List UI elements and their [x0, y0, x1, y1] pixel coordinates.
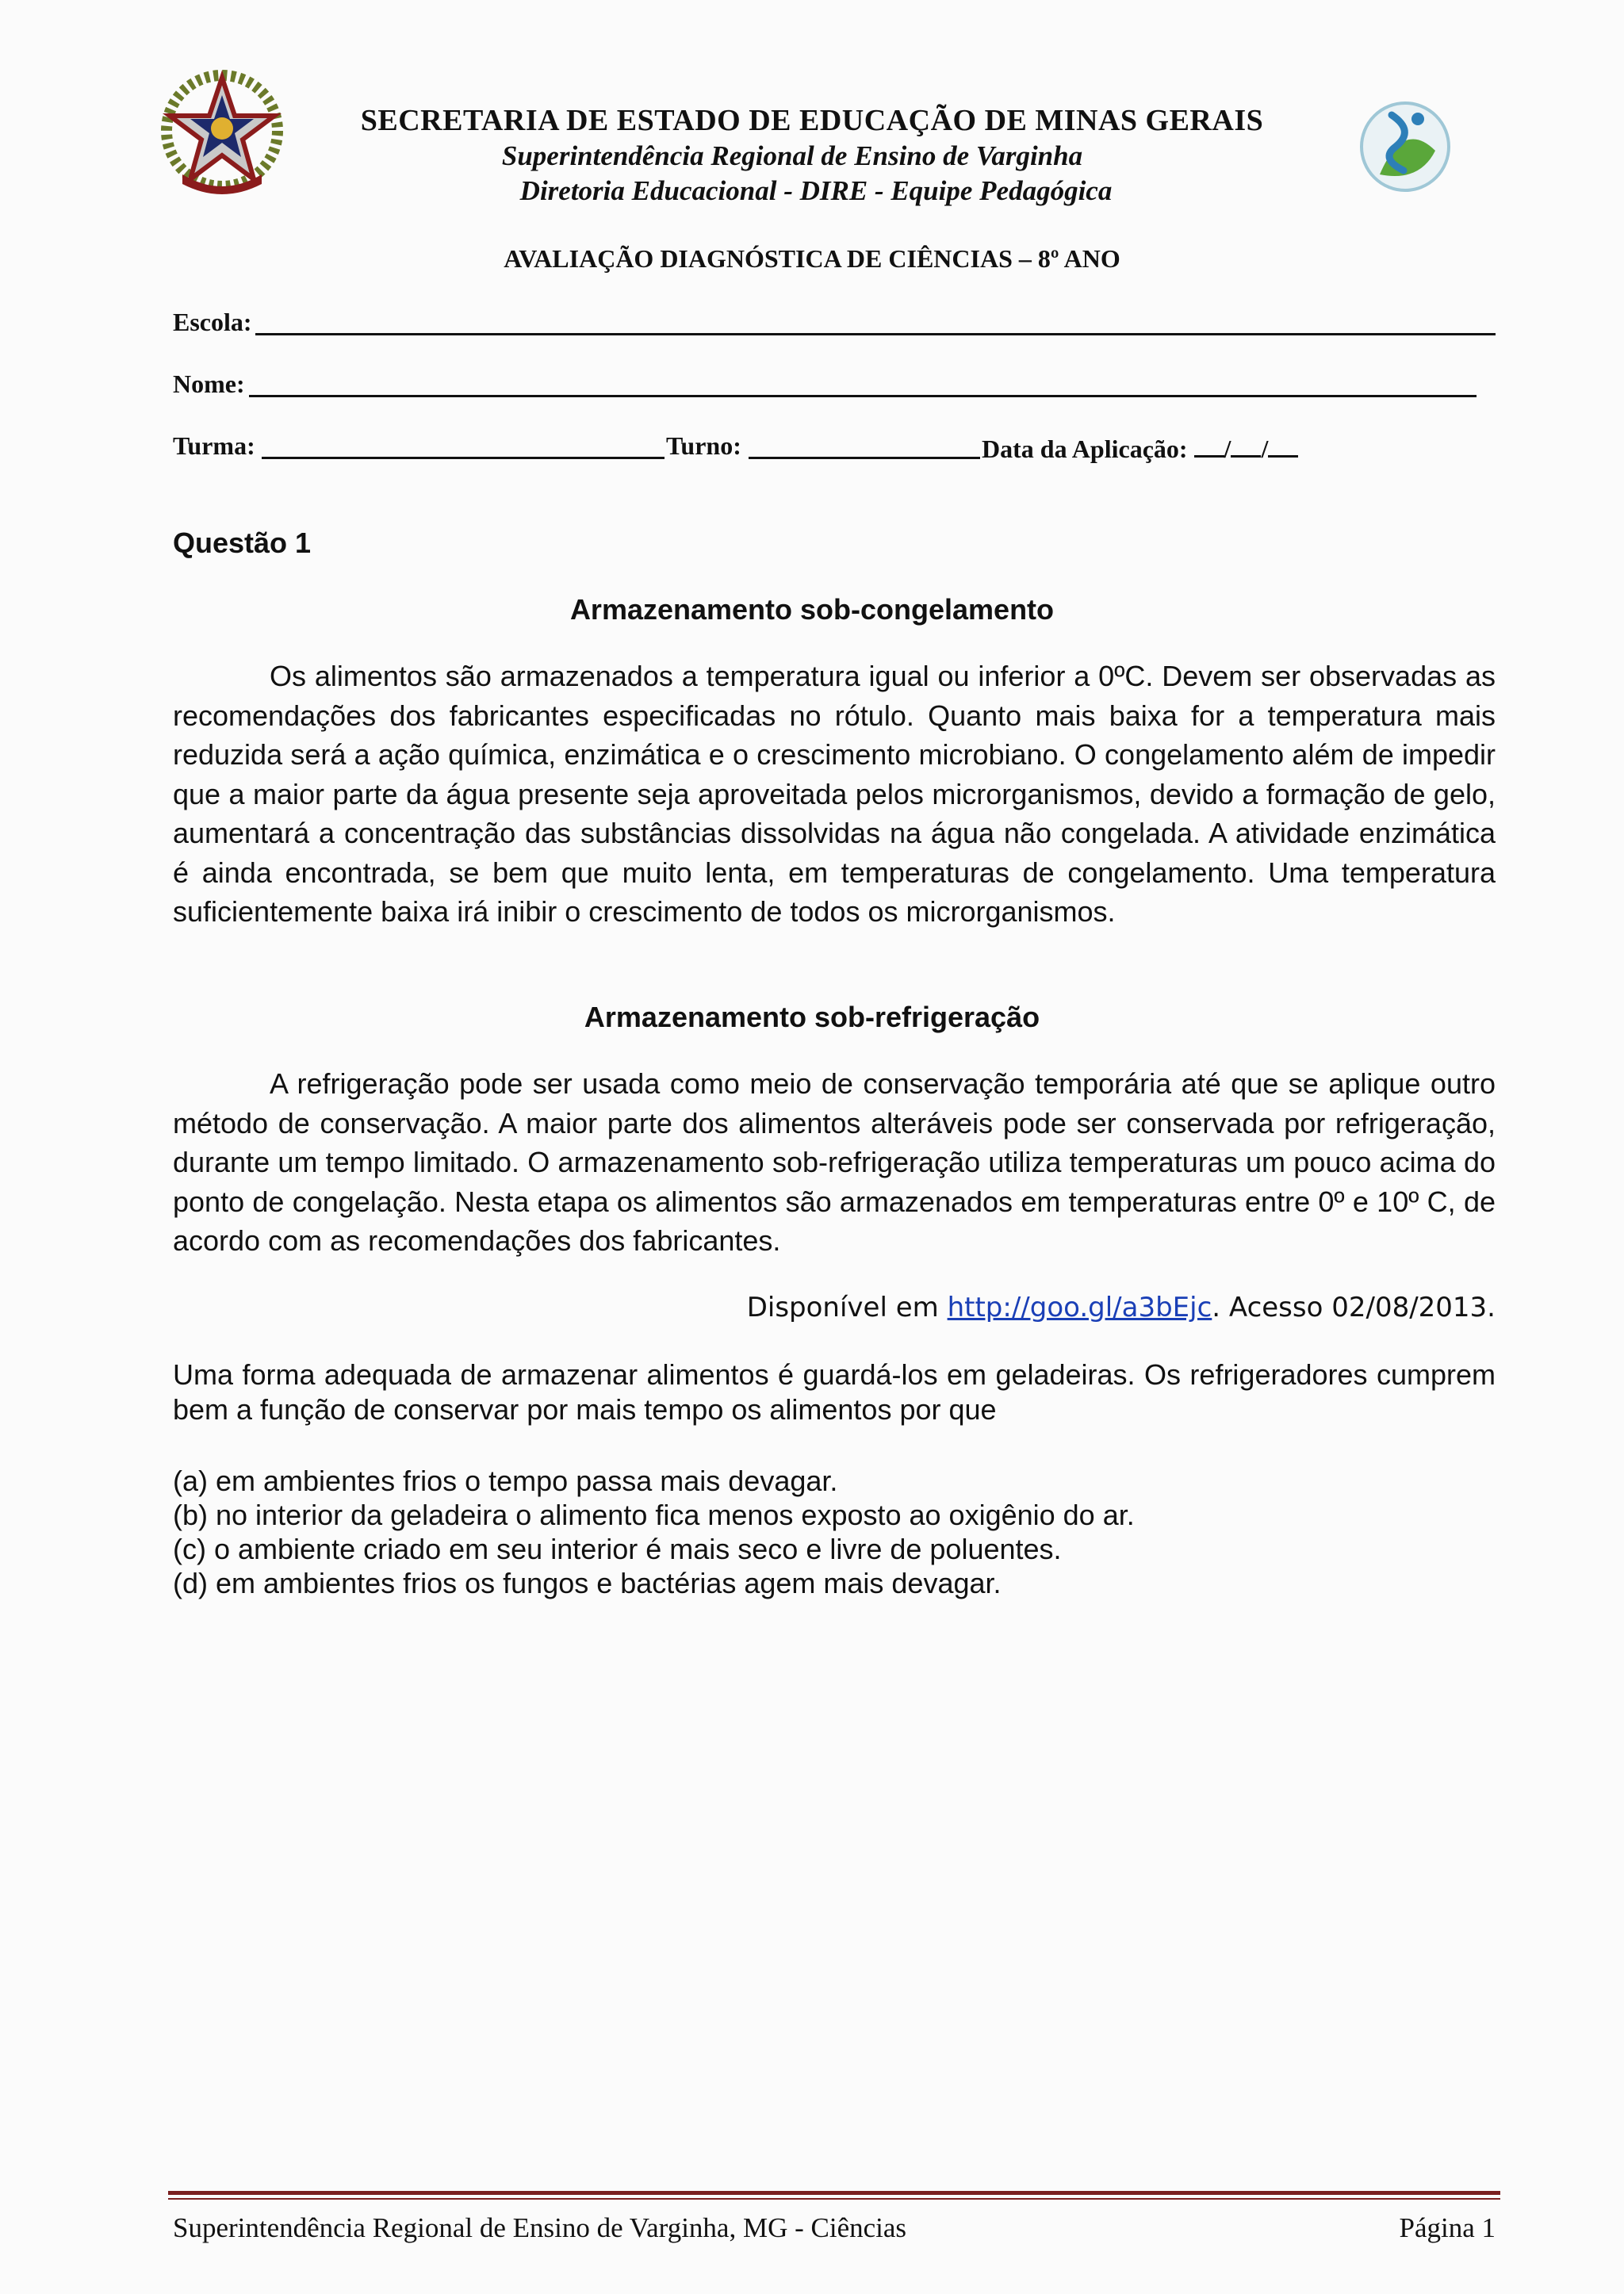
document-title: AVALIAÇÃO DIAGNÓSTICA DE CIÊNCIAS – 8º ANO	[504, 244, 1120, 273]
question-prompt: Uma forma adequada de armazenar alimentos é guardá-los em geladeiras. Os refrigeradores cumprem bem a função de conservar por mais tempo os alimentos por que	[173, 1358, 1496, 1426]
date-separator: /	[1224, 435, 1231, 463]
header-superintendencia: Superintendência Regional de Ensino de Varginha	[501, 140, 1083, 171]
footer-divider	[168, 2191, 1500, 2195]
option-a[interactable]: (a) em ambientes frios o tempo passa mais devagar.	[173, 1465, 838, 1497]
option-d[interactable]: (d) em ambientes frios os fungos e bactérias agem mais devagar.	[173, 1567, 1002, 1599]
page-number: Página 1	[1399, 2212, 1496, 2243]
nome-field[interactable]	[249, 395, 1477, 397]
escola-label: Escola:	[173, 308, 252, 336]
date-separator: /	[1261, 435, 1269, 463]
header-secretaria: SECRETARIA DE ESTADO DE EDUCAÇÃO DE MINAS GERAIS	[360, 104, 1264, 137]
source-suffix: . Acesso 02/08/2013.	[1212, 1292, 1496, 1323]
paragraph-congelamento: Os alimentos são armazenados a temperatura igual ou inferior a 0ºC. Devem ser observadas as recomendações dos fabricantes especificadas no rótulo. Quanto mais baixa for a temperatura mais reduzida será a ação química, enzimática e o crescimento microbiano. O congelamento além de impedir que a maior parte da água presente seja aproveitada pelos microrganismos, devido a formação de gelo, aumentará a concentração das substâncias dissolvidas na água não congelada. A atividade enzimática é ainda encontrada, se bem que muito lenta, em temperaturas de congelamento. Uma temperatura suficientemente baixa irá inibir o crescimento de todos os microrganismos.	[173, 660, 1496, 928]
answer-options	[173, 1464, 1135, 1600]
data-label: Data da Aplicação:	[982, 435, 1188, 463]
footer-divider-thin	[168, 2198, 1500, 2200]
paragraph-refrigeracao: A refrigeração pode ser usada como meio de conservação temporária até que se aplique outro método de conservação. A maior parte dos alimentos alteráveis pode ser conservada por refrigeração, durante um tempo limitado. O armazenamento sob-refrigeração utiliza temperaturas um pouco acima do ponto de congelação. Nesta etapa os alimentos são armazenados em temperaturas entre 0º e 10º C, de acordo com as recomendações dos fabricantes.	[173, 1067, 1496, 1257]
source-citation	[747, 1292, 1496, 1323]
section-title-congelamento: Armazenamento sob-congelamento	[569, 593, 1055, 626]
source-prefix: Disponível em	[746, 1292, 939, 1323]
turno-field[interactable]	[749, 457, 980, 459]
source-link[interactable]: http://goo.gl/a3bEjc	[947, 1292, 1212, 1323]
nome-label: Nome:	[173, 370, 245, 398]
escola-field[interactable]	[255, 333, 1496, 335]
date-day-field[interactable]	[1194, 431, 1224, 458]
turma-label: Turma:	[173, 431, 255, 460]
date-month-field[interactable]	[1231, 431, 1261, 458]
date-year-field[interactable]	[1268, 431, 1298, 458]
option-c[interactable]: (c) o ambiente criado em seu interior é mais seco e livre de poluentes.	[173, 1533, 1062, 1565]
turma-field[interactable]	[262, 457, 665, 459]
turno-label: Turno:	[666, 431, 741, 460]
footer-text: Superintendência Regional de Ensino de Varginha, MG - Ciências	[173, 2212, 907, 2243]
section-title-refrigeracao: Armazenamento sob-refrigeração	[584, 1001, 1040, 1033]
header-diretoria: Diretoria Educacional - DIRE - Equipe Pedagógica	[519, 175, 1113, 206]
option-b[interactable]: (b) no interior da geladeira o alimento fica menos exposto ao oxigênio do ar.	[173, 1499, 1135, 1531]
data-aplicacao	[982, 431, 1298, 464]
question-title: Questão 1	[173, 527, 312, 559]
